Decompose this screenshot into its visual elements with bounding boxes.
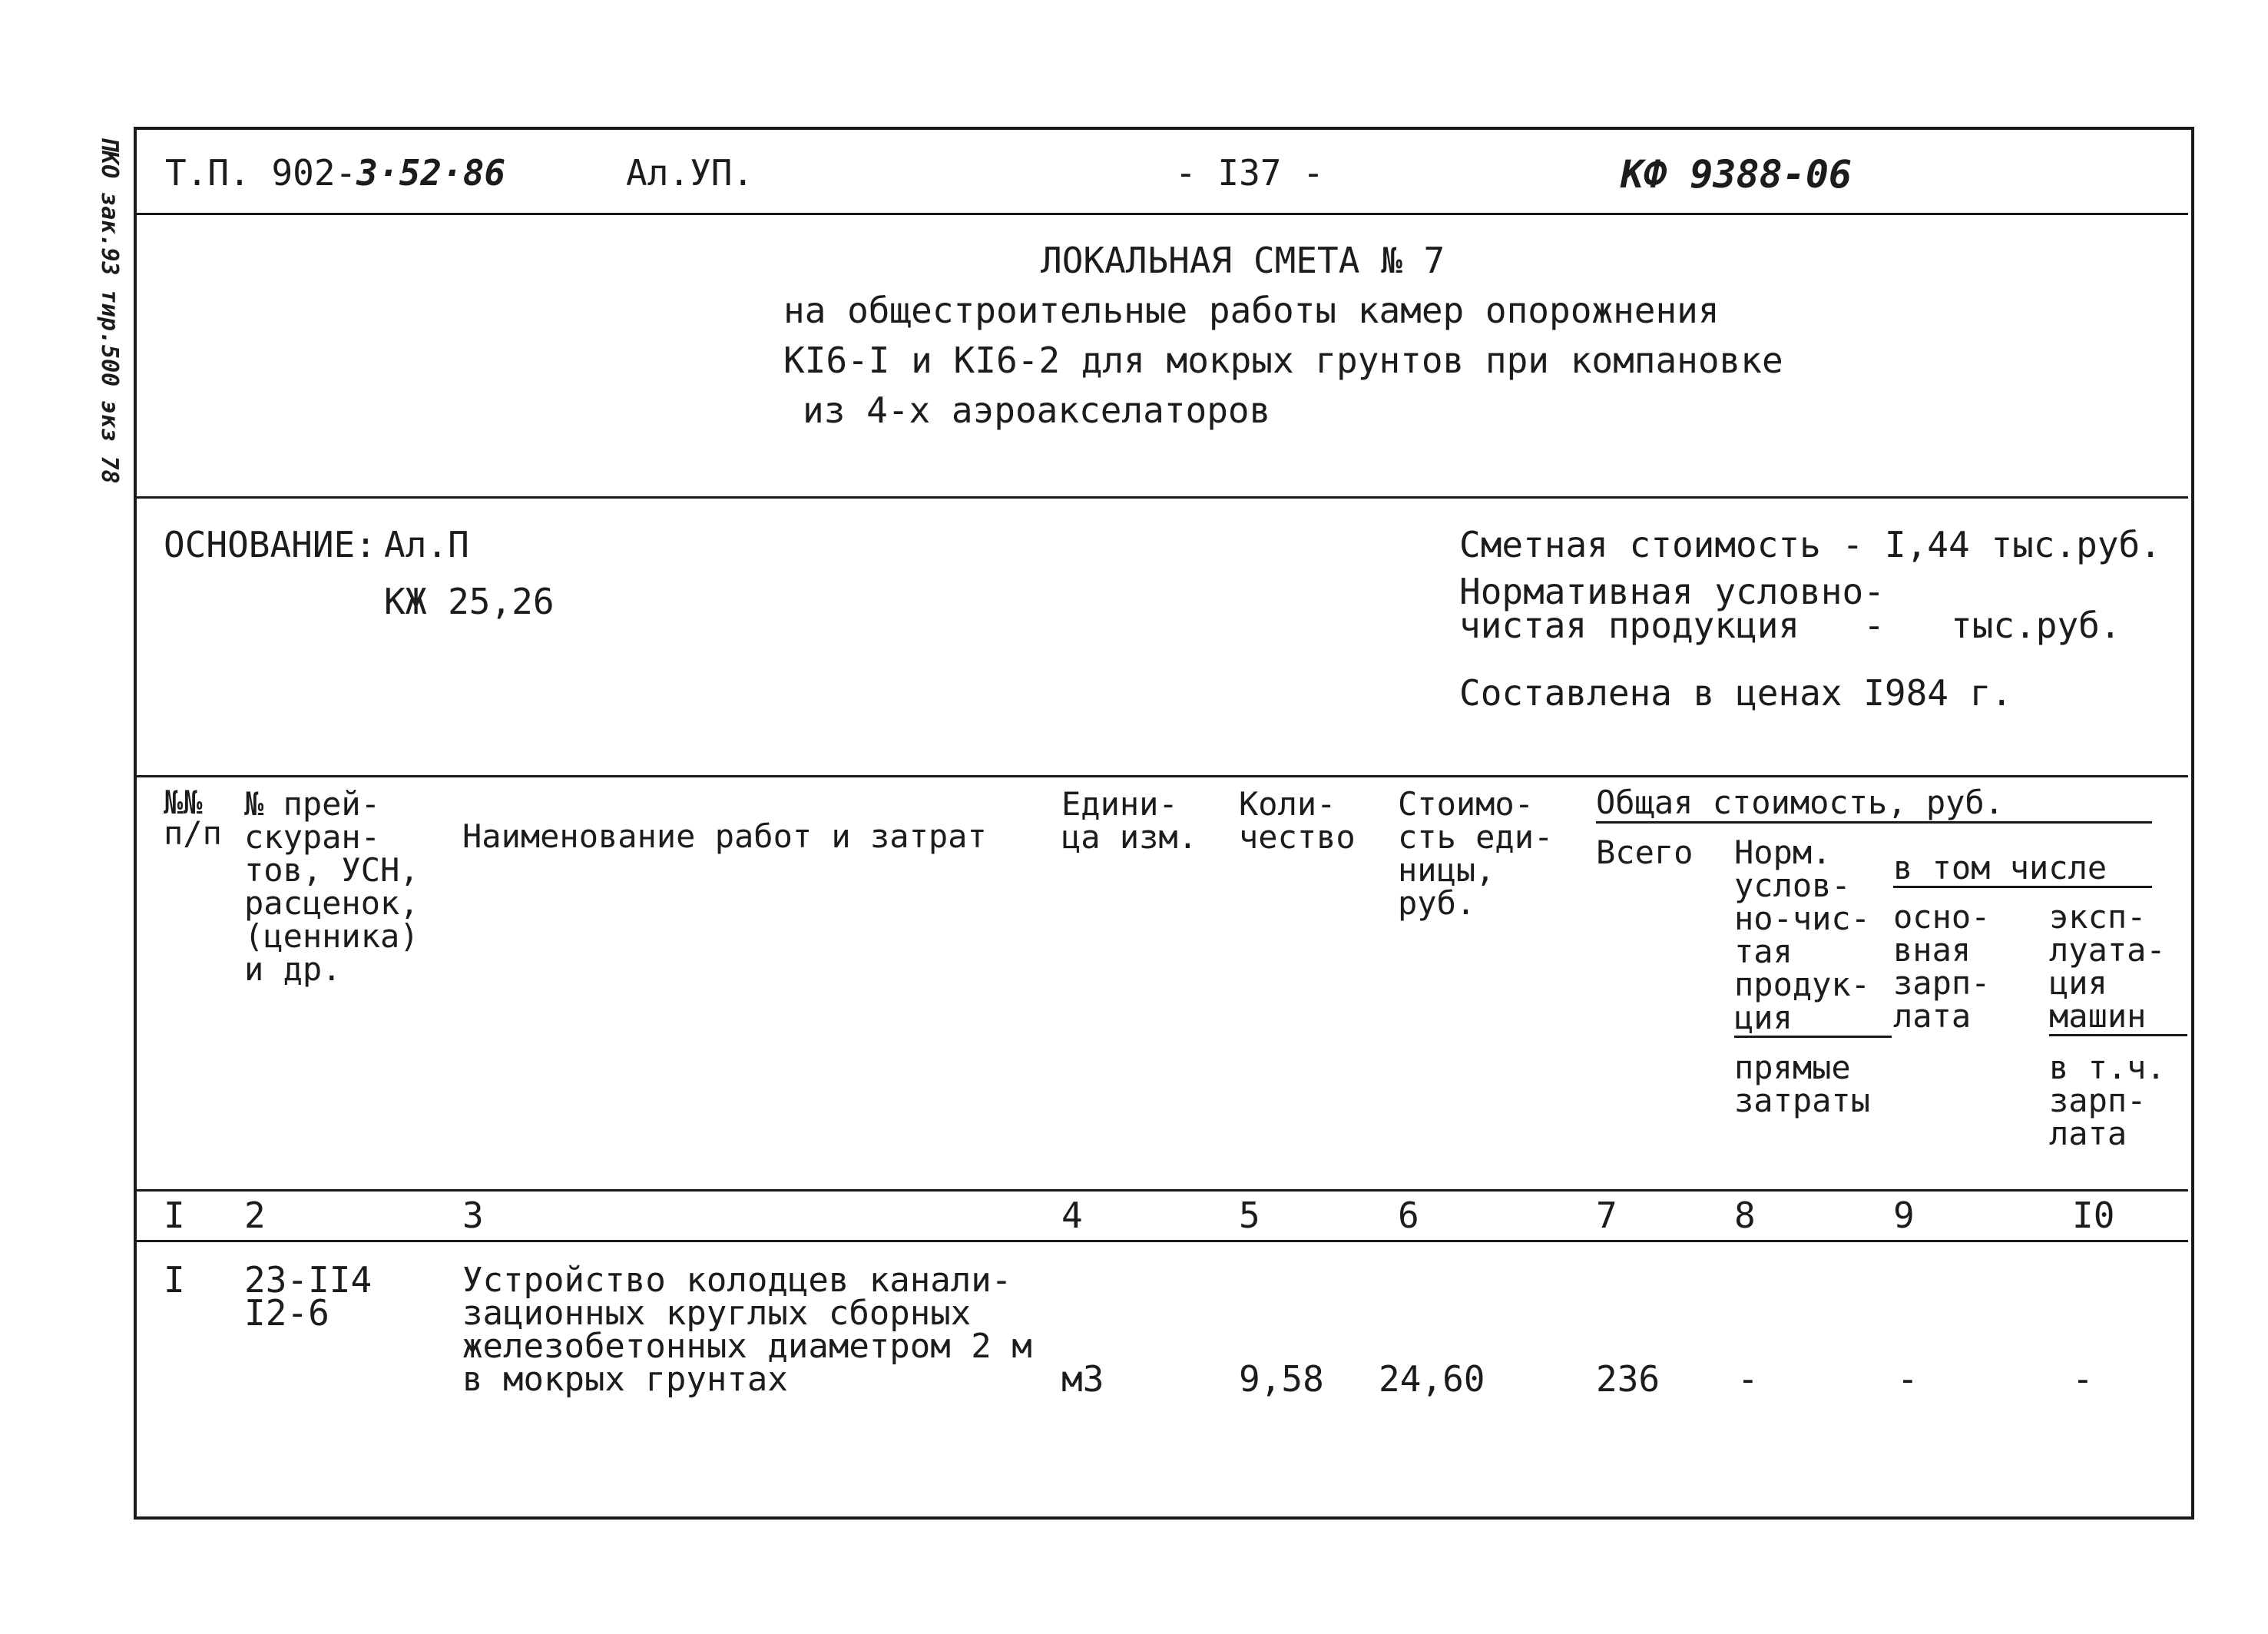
basis-ref-1: Ал.П	[384, 524, 469, 565]
col-header-unit-cost: Стоимо- сть еди- ницы, руб.	[1398, 785, 1554, 922]
rule-under-title	[137, 496, 2188, 499]
col-header-machines: эксп- луата- ция машин	[2049, 898, 2166, 1035]
side-stamp: ПКО зак.93 тир.500 экз 78	[96, 137, 123, 484]
col-number-6: 6	[1398, 1195, 1419, 1236]
row-norm: -	[1737, 1358, 1759, 1400]
rule-under-header	[137, 213, 2188, 215]
norm-label-2: чистая продукция -	[1459, 605, 1885, 646]
col-number-5: 5	[1239, 1195, 1260, 1236]
col-number-4: 4	[1061, 1195, 1083, 1236]
norm-unit: тыс.руб.	[1951, 605, 2121, 646]
row-total: 236	[1596, 1358, 1660, 1400]
col-number-1: I	[164, 1195, 185, 1236]
title-line-2: на общестроительные работы камер опорожнения	[783, 290, 1720, 331]
row-machines: -	[2072, 1358, 2094, 1400]
norm-underline	[1734, 1036, 1892, 1038]
col-header-sub-group: в том числе	[1893, 849, 2107, 887]
cost-value: I,44	[1884, 524, 1970, 565]
col-header-norm: Норм. услов- но-чис- тая продук- ция	[1734, 834, 1871, 1036]
title-line-4: из 4-х аэроакселаторов	[803, 389, 1271, 431]
estimate-title: ЛОКАЛЬНАЯ СМЕТА № 7	[1041, 240, 1445, 281]
col-header-name: Наименование работ и затрат	[462, 817, 987, 855]
machines-underline	[2049, 1034, 2187, 1036]
basis-ref-2: КЖ 25,26	[384, 581, 555, 622]
row-no: I	[164, 1259, 185, 1301]
col-header-direct-costs: прямые затраты	[1734, 1049, 1871, 1119]
row-unit: м3	[1061, 1358, 1104, 1400]
col-number-8: 8	[1734, 1195, 1756, 1236]
cost-label: Сметная стоимость -	[1459, 524, 1864, 565]
col-header-quantity: Коли- чество	[1239, 785, 1356, 856]
norm-label-1: Нормативная условно-	[1459, 571, 1885, 612]
col-header-no: №№ п/п	[164, 784, 222, 852]
project-code	[165, 152, 505, 194]
row-unit-cost: 24,60	[1379, 1358, 1485, 1400]
col-number-10: I0	[2072, 1195, 2115, 1236]
album-label: Ал.УП.	[626, 152, 754, 194]
col-header-code: № прей- скуран- тов, УСН, расценок, (ценника) и др.	[244, 785, 419, 988]
row-salary: -	[1897, 1358, 1919, 1400]
total-group-underline	[1596, 821, 2152, 824]
cost-unit: тыс.руб.	[1991, 524, 2161, 565]
col-number-9: 9	[1893, 1195, 1915, 1236]
price-basis: Составлена в ценах I984 г.	[1459, 672, 2013, 714]
rule-under-basis	[137, 775, 2188, 777]
project-code-prefix: Т.П. 902-	[165, 152, 357, 194]
title-line-3: КI6-I и КI6-2 для мокрых грунтов при компановке	[783, 340, 1783, 381]
rule-under-column-numbers	[137, 1240, 2188, 1242]
col-header-salary: осно- вная зарп- лата	[1893, 898, 1991, 1035]
row-description: Устройство колодцев канали- зационных круглых сборных железобетонных диаметром 2 м в мокрых грунтах	[462, 1261, 1032, 1399]
project-code-handwritten: 3·52·86	[356, 152, 506, 194]
estimated-cost	[1459, 524, 2161, 565]
col-number-7: 7	[1596, 1195, 1617, 1236]
page-number: - I37 -	[1175, 152, 1324, 194]
col-header-machine-salary: в т.ч. зарп- лата	[2049, 1049, 2166, 1152]
archive-number: КФ 9388-06	[1621, 152, 1852, 197]
col-header-total: Всего	[1596, 834, 1694, 871]
col-number-3: 3	[462, 1195, 484, 1236]
row-code: 23-II4 I2-6	[244, 1259, 372, 1334]
row-quantity: 9,58	[1239, 1358, 1324, 1400]
col-header-total-group: Общая стоимость, руб.	[1596, 784, 2005, 821]
col-number-2: 2	[244, 1195, 266, 1236]
basis-label: ОСНОВАНИЕ:	[164, 524, 376, 565]
sub-group-underline	[1893, 886, 2152, 888]
rule-under-columns	[137, 1189, 2188, 1192]
col-header-unit: Едини- ца изм.	[1061, 785, 1198, 856]
